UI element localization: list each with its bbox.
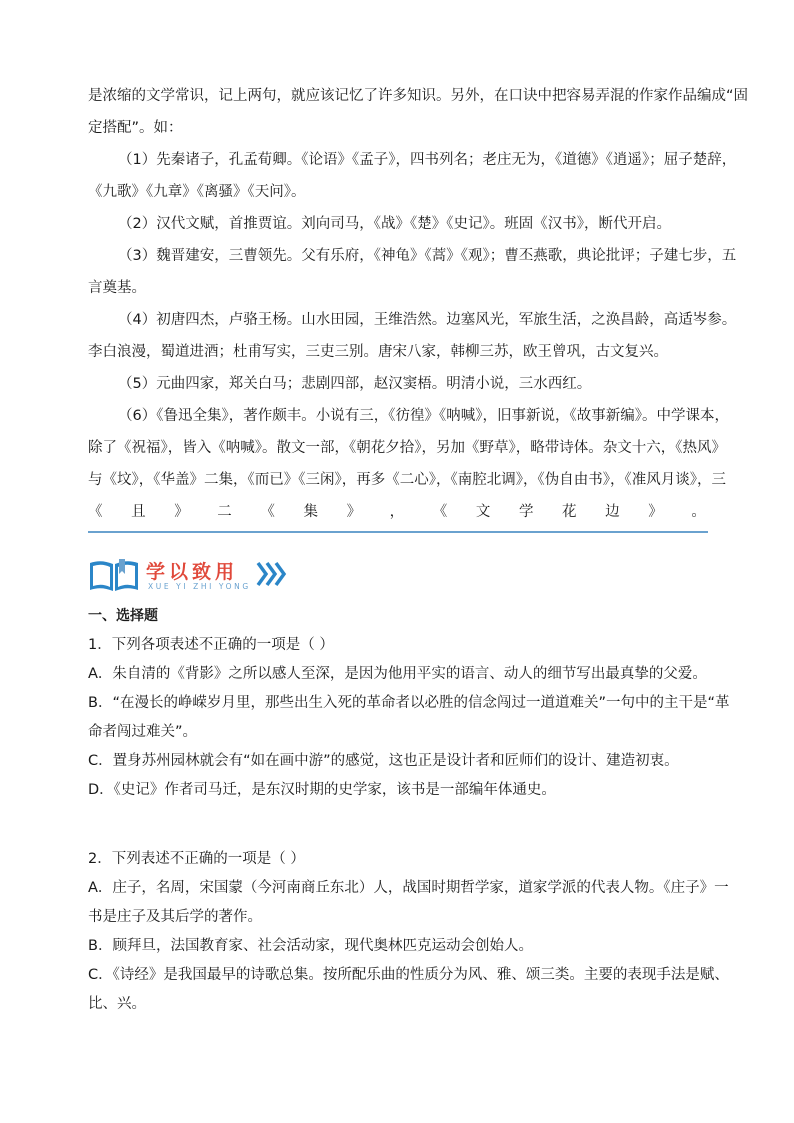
char: 且 xyxy=(131,504,146,520)
item-3-line: 言奠基。 xyxy=(88,280,146,296)
option-c: C．置身苏州园林就会有“如在画中游”的感觉，这也正是设计者和匠师们的设计、建造初衷。 xyxy=(88,753,679,769)
question-2 xyxy=(88,845,729,1019)
char: 》 xyxy=(346,504,362,520)
option-b: B．“在漫长的峥嵘岁月里，那些出生入死的革命者以必胜的信念闯过一道道难关”一句中的主干是“革 xyxy=(88,695,730,711)
open-book-icon xyxy=(88,559,140,593)
banner-subtitle: XUE YI ZHI YONG xyxy=(148,582,251,591)
question-stem: 2．下列表述不正确的一项是（ ） xyxy=(88,851,305,867)
item-6-last-line xyxy=(88,496,706,528)
char: 二 xyxy=(217,504,232,520)
char: 文 xyxy=(475,504,491,520)
option-d: D．《史记》作者司马迁，是东汉时期的史学家，该书是一部编年体通史。 xyxy=(88,782,556,798)
char: 学 xyxy=(518,504,534,520)
char: 边 xyxy=(605,504,620,520)
item-5-line: （5）元曲四家，郑关白马；悲剧四部，赵汉窦梧。明清小说，三水西红。 xyxy=(118,376,592,392)
item-2-line: （2）汉代文赋，首推贾谊。刘向司马，《战》《楚》《史记》。班固《汉书》，断代开启。 xyxy=(118,216,671,232)
section-divider xyxy=(88,531,708,533)
item-6-line: 与《坟》，《华盖》二集，《而已》《三闲》，再多《二心》，《南腔北调》，《伪自由书》，《准风月谈》，三 xyxy=(88,472,726,488)
option-c: 比、兴。 xyxy=(88,996,146,1012)
char: 。 xyxy=(691,504,706,520)
option-a: 书是庄子及其后学的著作。 xyxy=(88,909,262,925)
item-1-line: 《九歌》《九章》《离骚》《天问》。 xyxy=(88,184,306,200)
paragraph-line: 定搭配”。如： xyxy=(88,120,183,136)
char: 》 xyxy=(174,504,189,520)
section-heading: 一、选择题 xyxy=(88,608,158,624)
char: 集 xyxy=(303,504,318,520)
question-1 xyxy=(88,602,730,805)
option-b: 命者闯过难关”。 xyxy=(88,724,198,740)
triple-chevron-icon xyxy=(256,561,288,587)
section-banner xyxy=(88,555,348,597)
item-1-line: （1）先秦诸子，孔孟荀卿。《论语》《孟子》，四书列名；老庄无为，《道德》《逍遥》；屈子楚辞， xyxy=(118,152,737,168)
item-6-line: （6）《鲁迅全集》，著作颇丰。小说有三，《彷徨》《呐喊》，旧事新说，《故事新编》。中学课本， xyxy=(118,408,729,424)
option-a: A．庄子，名周，宋国蒙（今河南商丘东北）人，战国时期哲学家，道家学派的代表人物。《庄子》一 xyxy=(88,880,729,896)
banner-title: 学以致用 xyxy=(146,561,239,583)
question-stem: 1．下列各项表述不正确的一项是（ ） xyxy=(88,637,334,653)
item-6-line: 除了《祝福》，皆入《呐喊》。散文一部，《朝花夕拾》，另加《野草》，略带诗体。杂文十六，《热风》 xyxy=(88,440,726,456)
option-c: C．《诗经》是我国最早的诗歌总集。按所配乐曲的性质分为风、雅、颂三类。主要的表现手法是赋、 xyxy=(88,967,729,983)
option-a: A．朱自清的《背影》之所以感人至深，是因为他用平实的语言、动人的细节写出最真挚的父爱。 xyxy=(88,666,707,682)
char: 》 xyxy=(648,504,663,520)
char: 花 xyxy=(562,504,577,520)
char: 《 xyxy=(260,504,275,520)
char: ， xyxy=(389,504,405,520)
item-3-line: （3）魏晋建安，三曹领先。父有乐府，《神龟》《蒿》《观》；曹丕燕歌，典论批评；子建七步，五 xyxy=(118,248,737,264)
item-4-line: 李白浪漫，蜀道进酒；杜甫写实，三吏三别。唐宋八家，韩柳三苏，欧王曾巩，古文复兴。 xyxy=(88,344,668,360)
item-4-line: （4）初唐四杰，卢骆王杨。山水田园，王维浩然。边塞风光，军旅生活，之涣昌龄，高适岑参。 xyxy=(118,312,737,328)
option-b: B．顾拜旦，法国教育家、社会活动家，现代奥林匹克运动会创始人。 xyxy=(88,938,533,954)
paragraph-line: 是浓缩的文学常识，记上两句，就应该记忆了许多知识。另外，在口诀中把容易弄混的作家作品编成“固 xyxy=(88,88,749,104)
literature-mnemonic-text xyxy=(88,80,749,528)
char: 《 xyxy=(88,504,103,520)
char: 《 xyxy=(432,504,448,520)
